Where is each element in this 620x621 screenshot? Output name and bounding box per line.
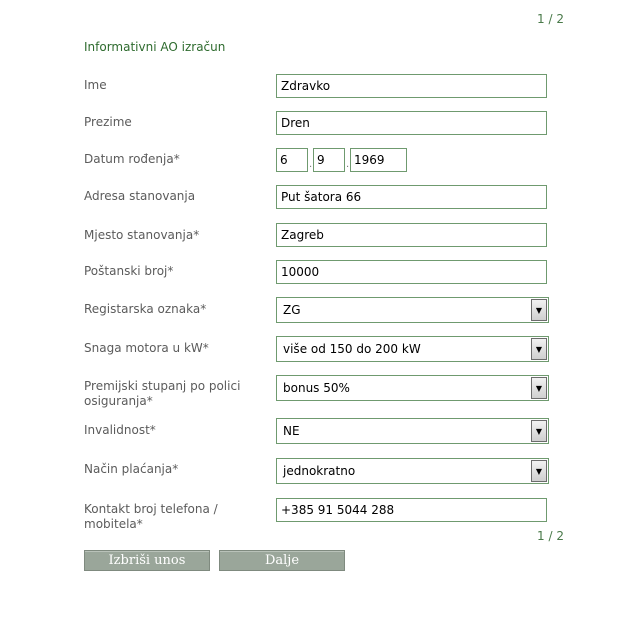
date-separator: . [346, 159, 350, 170]
page-indicator-bottom: 1 / 2 [537, 529, 564, 543]
birth-date-label: Datum rođenja* [84, 152, 180, 166]
disability-selected-value: NE [283, 424, 300, 438]
dropdown-arrow-icon[interactable]: ▼ [531, 299, 547, 321]
page-indicator-top: 1 / 2 [537, 12, 564, 26]
birth-year-input[interactable]: 1969 [350, 148, 407, 172]
dropdown-arrow-icon[interactable]: ▼ [531, 338, 547, 360]
premium-level-label: Premijski stupanj po polici osiguranja* [84, 379, 241, 408]
registration-selected-value: ZG [283, 303, 301, 317]
premium-level-select[interactable] [276, 375, 549, 401]
clear-form-button[interactable]: Izbriši unos [84, 550, 210, 571]
city-label: Mjesto stanovanja* [84, 228, 200, 242]
postal-code-input[interactable]: 10000 [276, 260, 547, 284]
last-name-label: Prezime [84, 115, 132, 129]
payment-method-select[interactable] [276, 458, 549, 484]
first-name-label: Ime [84, 78, 107, 92]
engine-power-select[interactable] [276, 336, 549, 362]
disability-label: Invalidnost* [84, 423, 156, 437]
postal-code-label: Poštanski broj* [84, 264, 174, 278]
form-title: Informativni AO izračun [84, 40, 226, 54]
phone-input[interactable]: +385 91 5044 288 [276, 498, 547, 522]
date-separator: . [309, 159, 313, 170]
dropdown-arrow-icon[interactable]: ▼ [531, 420, 547, 442]
disability-select[interactable] [276, 418, 549, 444]
address-label: Adresa stanovanja [84, 189, 196, 203]
registration-label: Registarska oznaka* [84, 302, 207, 316]
next-button[interactable]: Dalje [219, 550, 345, 571]
engine-power-label: Snaga motora u kW* [84, 341, 209, 355]
premium-level-selected-value: bonus 50% [283, 381, 350, 395]
payment-method-selected-value: jednokratno [283, 464, 356, 478]
registration-select[interactable] [276, 297, 549, 323]
birth-day-input[interactable]: 6 [276, 148, 308, 172]
address-input[interactable]: Put šatora 66 [276, 185, 547, 209]
engine-power-selected-value: više od 150 do 200 kW [283, 342, 421, 356]
dropdown-arrow-icon[interactable]: ▼ [531, 377, 547, 399]
birth-month-input[interactable]: 9 [313, 148, 345, 172]
last-name-input[interactable]: Dren [276, 111, 547, 135]
phone-label: Kontakt broj telefona / mobitela* [84, 502, 218, 531]
city-input[interactable]: Zagreb [276, 223, 547, 247]
dropdown-arrow-icon[interactable]: ▼ [531, 460, 547, 482]
first-name-input[interactable]: Zdravko [276, 74, 547, 98]
payment-method-label: Način plaćanja* [84, 462, 179, 476]
